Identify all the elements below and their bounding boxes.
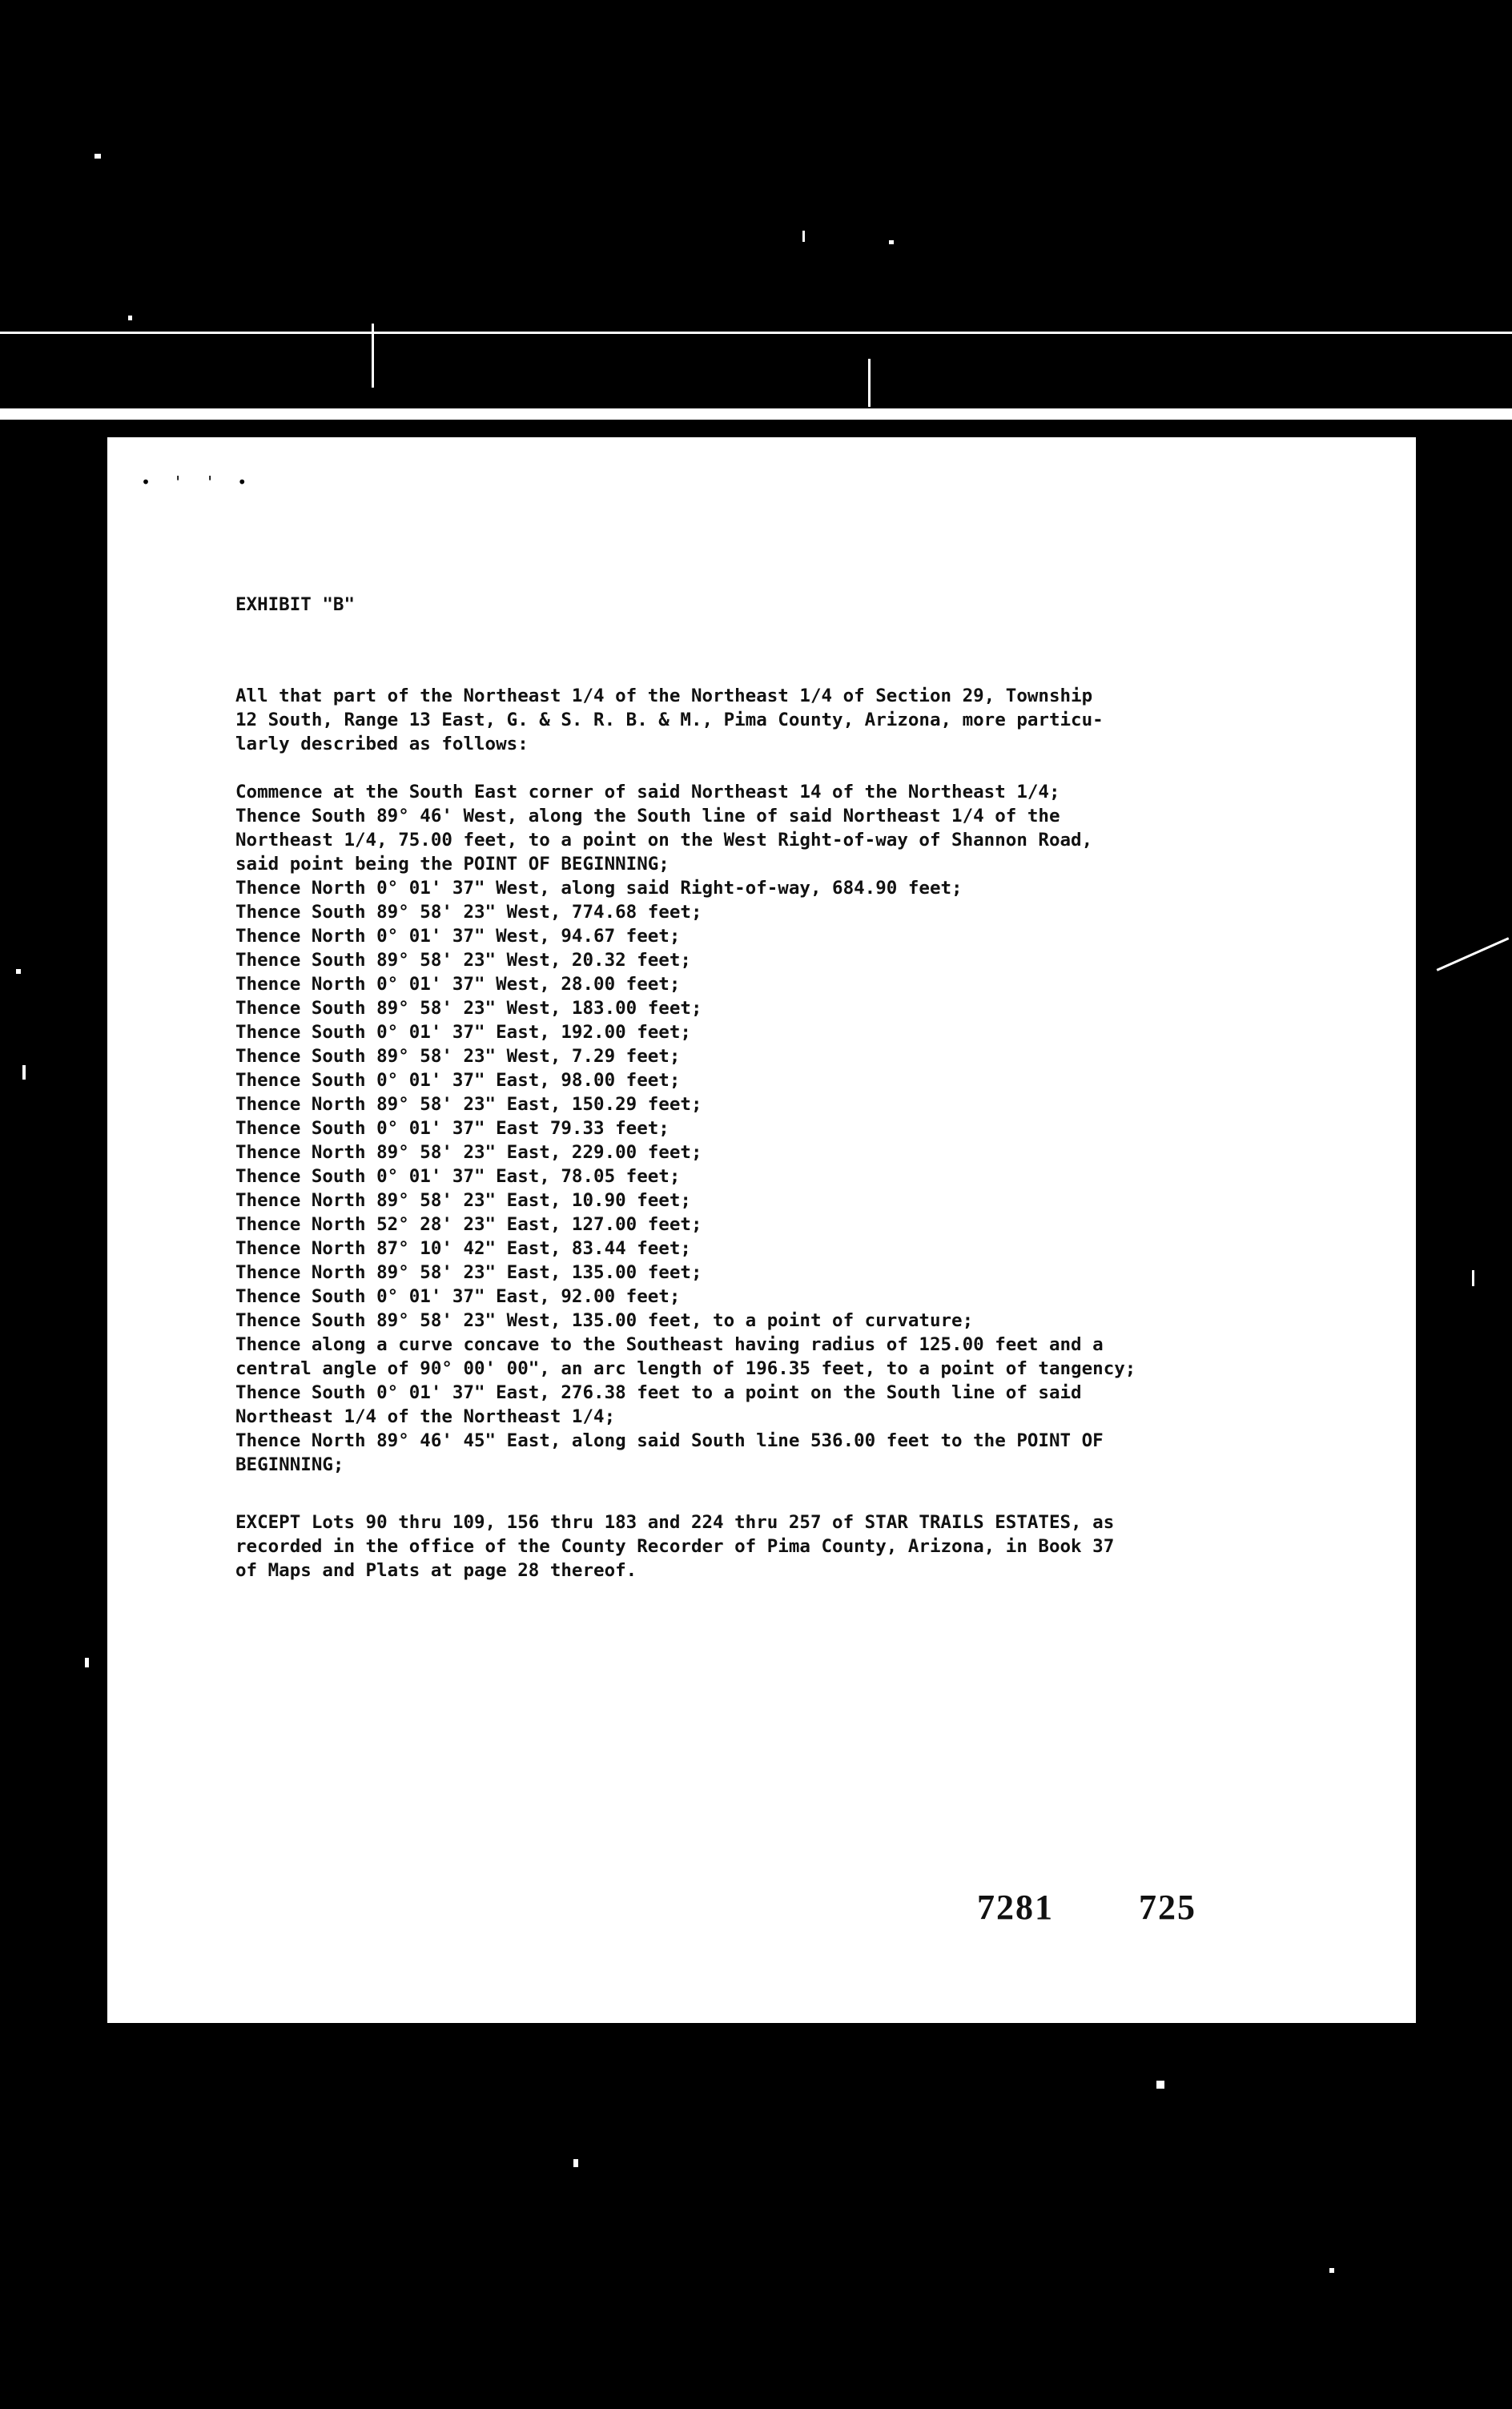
scan-speck bbox=[889, 240, 894, 244]
scan-speck bbox=[22, 1065, 26, 1080]
description-line: Thence North 89° 58' 23" East, 135.00 feet; bbox=[235, 1262, 702, 1283]
page-number: 725 bbox=[1139, 1888, 1196, 1927]
scan-speck bbox=[94, 154, 101, 159]
description-line: Commence at the South East corner of said Northeast 14 of the Northeast 1/4; bbox=[235, 782, 1060, 802]
scan-speck bbox=[85, 1658, 89, 1667]
exhibit-title: EXHIBIT "B" bbox=[235, 594, 356, 615]
scan-speck bbox=[372, 324, 374, 388]
scan-speck bbox=[16, 969, 21, 974]
description-line: Thence North 0° 01' 37" West, 28.00 feet; bbox=[235, 974, 681, 995]
intro-paragraph: All that part of the Northeast 1/4 of the Northeast 1/4 of Section 29, Township 12 South, Range 13 East, G. & S. R. B. & M., Pima County, Arizona, more particu- larly described as follows: bbox=[235, 686, 1104, 754]
description-line: Thence South 0° 01' 37" East, 92.00 feet; bbox=[235, 1286, 681, 1307]
description-line: Thence North 0° 01' 37" West, 94.67 feet; bbox=[235, 926, 681, 947]
description-line: Thence North 0° 01' 37" West, along said Right-of-way, 684.90 feet; bbox=[235, 878, 963, 899]
description-line: Thence South 0° 01' 37" East, 192.00 feet; bbox=[235, 1022, 691, 1043]
scan-speck bbox=[1329, 2268, 1334, 2273]
description-line: Thence North 89° 58' 23" East, 10.90 feet; bbox=[235, 1190, 691, 1211]
description-line: said point being the POINT OF BEGINNING; bbox=[235, 854, 670, 875]
description-line: Thence North 89° 58' 23" East, 229.00 feet; bbox=[235, 1142, 702, 1163]
scan-speck bbox=[1156, 2081, 1164, 2089]
description-line: Thence North 87° 10' 42" East, 83.44 feet; bbox=[235, 1238, 691, 1259]
description-line: Thence South 89° 58' 23" West, 20.32 feet; bbox=[235, 950, 691, 971]
description-line: Thence South 89° 58' 23" West, 7.29 feet; bbox=[235, 1046, 681, 1067]
description-line: Thence along a curve concave to the Southeast having radius of 125.00 feet and a bbox=[235, 1334, 1104, 1355]
description-line: Northeast 1/4, 75.00 feet, to a point on the West Right-of-way of Shannon Road, bbox=[235, 830, 1093, 851]
description-line: Thence South 0° 01' 37" East, 276.38 feet to a point on the South line of said bbox=[235, 1382, 1082, 1403]
description-line: Thence North 52° 28' 23" East, 127.00 feet; bbox=[235, 1214, 702, 1235]
scan-speck bbox=[802, 231, 805, 242]
corner-marks: • ' ' • bbox=[141, 473, 254, 492]
except-paragraph: EXCEPT Lots 90 thru 109, 156 thru 183 and 224 thru 257 of STAR TRAILS ESTATES, as recorded in the office of the County Recorder of Pima County, Arizona, in Book 37 of Maps and Plats at page 28 thereof. bbox=[235, 1512, 1115, 1581]
description-line: Thence South 89° 58' 23" West, 774.68 feet; bbox=[235, 902, 702, 923]
description-line: Thence South 0° 01' 37" East 79.33 feet; bbox=[235, 1118, 670, 1139]
metes-and-bounds-description bbox=[235, 780, 1136, 1477]
description-line: Thence North 89° 46' 45" East, along said South line 536.00 feet to the POINT OF bbox=[235, 1430, 1104, 1451]
description-line: Thence South 89° 58' 23" West, 135.00 feet, to a point of curvature; bbox=[235, 1310, 974, 1331]
description-line: central angle of 90° 00' 00", an arc length of 196.35 feet, to a point of tangency; bbox=[235, 1358, 1136, 1379]
scan-rule-top bbox=[0, 332, 1512, 334]
description-line: Thence South 89° 46' West, along the South line of said Northeast 1/4 of the bbox=[235, 806, 1060, 826]
description-line: Northeast 1/4 of the Northeast 1/4; bbox=[235, 1406, 616, 1427]
scan-speck bbox=[1437, 937, 1510, 971]
description-line: Thence North 89° 58' 23" East, 150.29 feet; bbox=[235, 1094, 702, 1115]
scan-speck bbox=[1472, 1270, 1474, 1286]
description-line: Thence South 0° 01' 37" East, 98.00 feet; bbox=[235, 1070, 681, 1091]
scan-rule-bottom bbox=[0, 408, 1512, 420]
scan-speck bbox=[128, 316, 132, 320]
scan-speck bbox=[573, 2159, 578, 2167]
description-line: Thence South 89° 58' 23" West, 183.00 feet; bbox=[235, 998, 702, 1019]
description-line: BEGINNING; bbox=[235, 1454, 344, 1475]
document-page bbox=[107, 437, 1416, 2023]
description-line: Thence South 0° 01' 37" East, 78.05 feet; bbox=[235, 1166, 681, 1187]
scan-speck bbox=[868, 359, 871, 407]
book-number: 7281 bbox=[977, 1888, 1054, 1927]
